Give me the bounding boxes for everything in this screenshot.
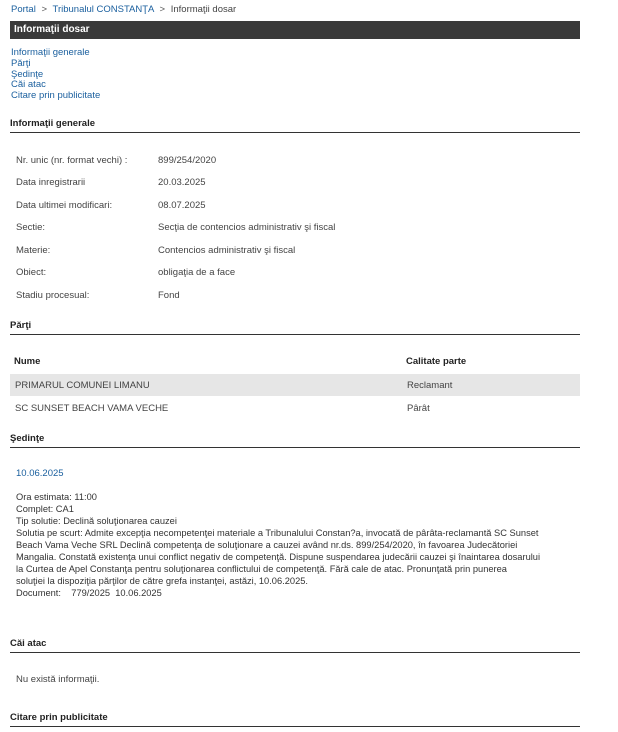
page-title: Informaţii dosar bbox=[10, 21, 580, 39]
info-row-data-ultimei-modificari bbox=[16, 200, 576, 214]
info-value: Secţia de contencios administrativ şi fiscal bbox=[158, 222, 336, 233]
nav-link-informatii-generale[interactable]: Informaţii generale bbox=[11, 47, 90, 58]
info-row-data-inregistrarii bbox=[16, 177, 576, 191]
info-row-obiect bbox=[16, 267, 576, 281]
cai-atac-empty-message: Nu există informaţii. bbox=[16, 674, 100, 685]
info-value: obligaţia de a face bbox=[158, 267, 236, 278]
sedinta-solutie-line: la Curtea de Apel Constanţa pentru soluţionarea conflictului de competenţă. Fără cale de atac. Pronunţată prin punerea bbox=[16, 564, 507, 574]
sedinta-date: 10.06.2025 bbox=[16, 468, 64, 479]
info-label: Data inregistrarii bbox=[16, 177, 86, 188]
info-value: 899/254/2020 bbox=[158, 155, 217, 166]
info-row-stadiu-procesual bbox=[16, 290, 576, 304]
info-value: Fond bbox=[158, 290, 180, 301]
breadcrumb-separator: > bbox=[159, 4, 166, 15]
breadcrumb bbox=[11, 4, 236, 15]
sedinta-details bbox=[16, 491, 576, 599]
sedinta-solutie-line: Beach Vama Veche SRL Declină competenţa de soluţionare a cauzei având nr.ds. 899/254/2020, în favoarea Judecătoriei bbox=[16, 540, 518, 550]
nav-link-parti[interactable]: Părţi bbox=[11, 57, 31, 69]
sedinta-solutie-line: soluţiei la dispoziţia părţilor de către grefa instanţei, astăzi, 10.06.2025. bbox=[16, 576, 308, 586]
info-label: Stadiu procesual: bbox=[16, 290, 90, 301]
info-row-sectie bbox=[16, 222, 576, 236]
section-navigation bbox=[11, 48, 100, 102]
info-row-nr-unic bbox=[16, 155, 576, 169]
info-label: Data ultimei modificari: bbox=[16, 200, 113, 211]
table-row bbox=[10, 397, 580, 419]
nav-link-citare[interactable]: Citare prin publicitate bbox=[11, 90, 101, 102]
breadcrumb-current: Informaţii dosar bbox=[170, 4, 237, 15]
table-row bbox=[10, 374, 580, 396]
info-label: Nr. unic (nr. format vechi) : bbox=[16, 155, 128, 166]
party-role: Pârât bbox=[407, 403, 430, 414]
party-role: Reclamant bbox=[407, 380, 453, 391]
breadcrumb-court-link[interactable]: Tribunalul CONSTANŢA bbox=[52, 4, 154, 15]
sedinta-tip-solutie: Tip solutie: Declină soluţionarea cauzei bbox=[16, 516, 177, 526]
info-value: 08.07.2025 bbox=[158, 200, 206, 211]
sedinta-solutie-line: Solutia pe scurt: Admite excepţia necompetenţei materiale a Tribunalului Constan?a, invocată de pârâta-reclamantă SC Sunset bbox=[16, 528, 539, 538]
info-label: Sectie: bbox=[16, 222, 46, 233]
info-row-materie bbox=[16, 245, 576, 259]
info-value: Contencios administrativ şi fiscal bbox=[158, 245, 296, 256]
nav-link-sedinte[interactable]: Şedinţe bbox=[11, 68, 44, 80]
party-name: PRIMARUL COMUNEI LIMANU bbox=[15, 380, 150, 391]
info-label: Obiect: bbox=[16, 267, 47, 278]
section-heading-informatii-generale: Informaţii generale bbox=[10, 118, 580, 133]
sedinta-complet: Complet: CA1 bbox=[16, 504, 74, 514]
column-header-nume: Nume bbox=[14, 356, 41, 367]
section-heading-sedinte: Şedinţe bbox=[10, 433, 580, 448]
column-header-calitate-parte: Calitate parte bbox=[406, 356, 467, 367]
info-value: 20.03.2025 bbox=[158, 177, 206, 188]
sedinta-ora: Ora estimata: 11:00 bbox=[16, 492, 97, 502]
sedinta-solutie-line: Mangalia. Constată existenţa unui conflict negativ de competenţă. Dispune suspendarea judecării cauzei şi înaintarea dosarului bbox=[16, 552, 541, 562]
info-label: Materie: bbox=[16, 245, 51, 256]
section-heading-parti: Părţi bbox=[10, 320, 580, 335]
breadcrumb-separator: > bbox=[41, 4, 48, 15]
breadcrumb-portal-link[interactable]: Portal bbox=[11, 4, 36, 15]
sedinta-document: Document: 779/2025 10.06.2025 bbox=[16, 588, 162, 598]
nav-link-cai-atac[interactable]: Căi atac bbox=[11, 79, 46, 91]
parti-table-header bbox=[10, 354, 580, 370]
section-heading-cai-atac: Căi atac bbox=[10, 638, 580, 653]
section-heading-citare: Citare prin publicitate bbox=[10, 712, 580, 727]
party-name: SC SUNSET BEACH VAMA VECHE bbox=[15, 403, 169, 414]
